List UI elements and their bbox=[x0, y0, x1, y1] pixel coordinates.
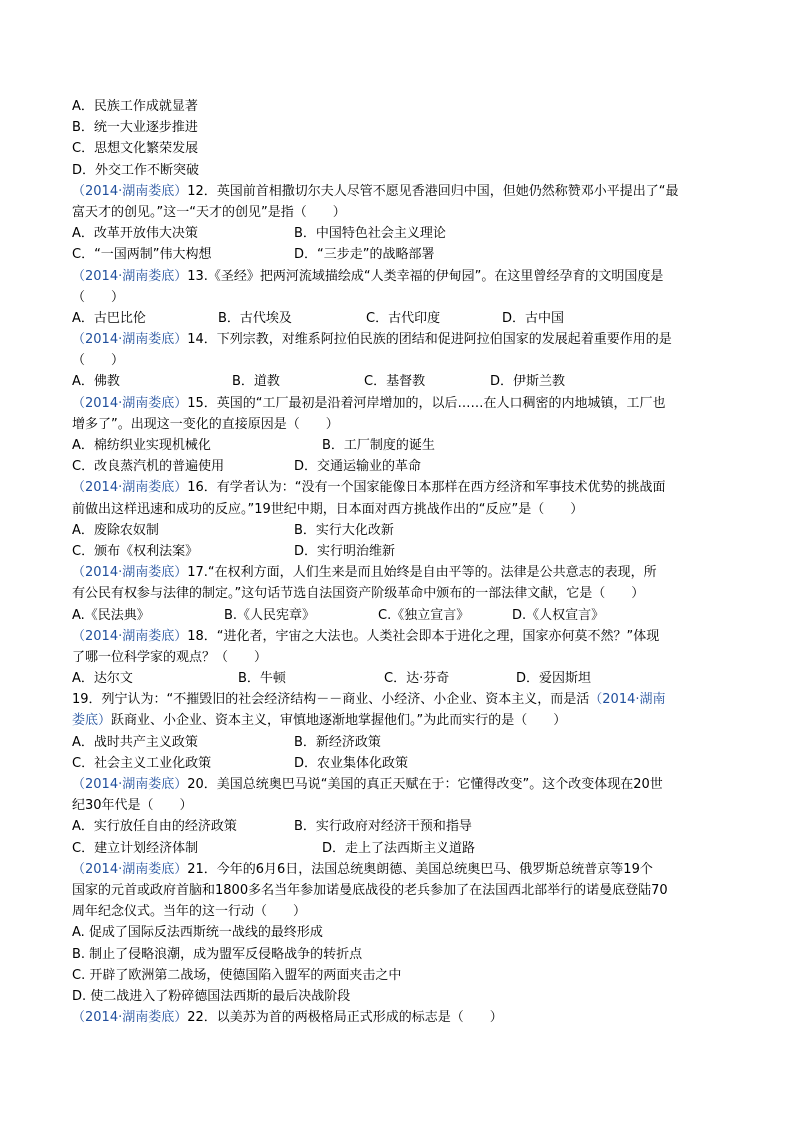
question-20-stem-cont: 纪30年代是（ ） bbox=[72, 798, 193, 814]
option-a: A．改革开放伟大决策 bbox=[72, 226, 198, 242]
option-a: A.《民法典》 bbox=[72, 607, 150, 623]
stem-text: 20．美国总统奥巴马说“美国的真正天赋在于：它懂得改变”。这个改变体现在20世 bbox=[187, 777, 663, 792]
option-c: C．颁布《权利法案》 bbox=[72, 543, 199, 559]
stem-text: 15．英国的“工厂最初是沿着河岸增加的，以后……在人口稠密的内地城镇，工厂也 bbox=[187, 395, 666, 411]
option-d: D. 使二战进入了粉碎德国法西斯的最后决战阶段 bbox=[72, 988, 351, 1004]
document-page bbox=[72, 96, 722, 1028]
option-row bbox=[72, 753, 722, 774]
question-13-stem bbox=[72, 266, 722, 287]
source-tag: （2014·湖南娄底） bbox=[72, 777, 188, 792]
option-b: B．实行政府对经济干预和指导 bbox=[294, 819, 472, 835]
question-15-stem bbox=[72, 393, 722, 414]
question-14-stem-cont: （ ） bbox=[72, 353, 125, 369]
source-tag: （2014·湖南娄底） bbox=[72, 1010, 188, 1026]
option-b: B. 制止了侵略浪潮，成为盟军反侵略战争的转折点 bbox=[72, 946, 363, 962]
option-a: A．废除农奴制 bbox=[72, 522, 159, 538]
option-row bbox=[72, 244, 722, 265]
stem-text: 跃商业、小企业、资本主义，审慎地逐渐地掌握他们。”为此而实行的是（ ） bbox=[111, 713, 567, 729]
option-d: D．古中国 bbox=[502, 310, 565, 326]
option-row bbox=[72, 668, 722, 689]
option-row bbox=[72, 541, 722, 562]
option-c: C.《独立宣言》 bbox=[378, 607, 470, 623]
stem-text: 18．“进化者，宇宙之大法也。人类社会即本于进化之理，国家亦何莫不然？”体现 bbox=[187, 628, 660, 644]
option-d: D.《人权宣言》 bbox=[512, 607, 605, 623]
question-12-stem-cont: 富天才的创见。”这一“天才的创见”是指（ ） bbox=[72, 204, 346, 220]
question-20-stem bbox=[72, 774, 722, 795]
option-b: B.《人民宪章》 bbox=[224, 607, 316, 623]
option-row bbox=[72, 520, 722, 541]
option-c: C．古代印度 bbox=[366, 310, 441, 326]
option-b: B．新经济政策 bbox=[294, 734, 381, 750]
option-d: D．“三步走”的战略部署 bbox=[294, 247, 435, 263]
source-tag: （2014·湖南娄底） bbox=[72, 332, 188, 348]
question-16-stem bbox=[72, 477, 722, 498]
stem-text: 21．今年的6月6日，法国总统奥朗德、美国总统奥巴马、俄罗斯总统普京等19个 bbox=[187, 861, 653, 877]
question-22-stem bbox=[72, 1007, 722, 1028]
option-d: D．外交工作不断突破 bbox=[72, 162, 200, 178]
option-a: A．佛教 bbox=[72, 374, 120, 390]
stem-text: 22．以美苏为首的两极格局正式形成的标志是（ ） bbox=[187, 1010, 503, 1026]
option-c: C．改良蒸汽机的普遍使用 bbox=[72, 459, 225, 475]
question-21-stem-cont: 国家的元首或政府首脑和1800多名当年参加诺曼底战役的老兵参加了在法国西北部举行的诺曼底登陆70 bbox=[72, 882, 668, 898]
option-d: D．走上了法西斯主义道路 bbox=[322, 840, 476, 856]
option-a: A．战时共产主义政策 bbox=[72, 734, 198, 750]
source-tag: （2014·湖南娄底） bbox=[72, 480, 188, 496]
option-row bbox=[72, 371, 722, 392]
option-c: C．达·芬奇 bbox=[384, 671, 450, 687]
option-a: A. 促成了国际反法西斯统一战线的最终形成 bbox=[72, 925, 323, 941]
option-row bbox=[72, 605, 722, 626]
option-b: B．实行大化改新 bbox=[294, 522, 394, 538]
question-14-stem bbox=[72, 329, 722, 350]
option-a: A．实行放任自由的经济政策 bbox=[72, 819, 237, 835]
source-tag: （2014·湖南娄底） bbox=[72, 565, 188, 581]
question-18-stem bbox=[72, 626, 722, 647]
stem-text: 16．有学者认为：“没有一个国家能像日本那样在西方经济和军事技术优势的挑战面 bbox=[187, 480, 666, 496]
option-row bbox=[72, 732, 722, 753]
option-d: D．农业集体化政策 bbox=[294, 755, 409, 771]
option-a: A．古巴比伦 bbox=[72, 310, 146, 326]
source-tag: （2014·湖南娄底） bbox=[72, 861, 188, 877]
stem-text: 13.《圣经》把两河流域描绘成“人类幸福的伊甸园”。在这里曾经孕育的文明国度是 bbox=[187, 268, 664, 284]
option-b: B．中国特色社会主义理论 bbox=[294, 226, 446, 242]
option-d: D．伊斯兰教 bbox=[490, 374, 566, 390]
source-tag: （2014·湖南娄底） bbox=[72, 268, 188, 284]
question-17-stem-cont: 有公民有权参与法律的制定。”这句话节选自法国资产阶级革命中颁布的一部法律文献，它是（ ） bbox=[72, 586, 645, 602]
question-19-stem-cont bbox=[72, 710, 722, 731]
question-18-stem-cont: 了哪一位科学家的观点？（ ） bbox=[72, 649, 268, 665]
option-b: B．统一大业逐步推进 bbox=[72, 120, 198, 136]
source-tag: （2014·湖南 bbox=[589, 692, 666, 708]
question-12-stem bbox=[72, 181, 722, 202]
source-tag: （2014·湖南娄底） bbox=[72, 628, 188, 644]
option-d: D．实行明治维新 bbox=[294, 543, 396, 559]
stem-text: 19．列宁认为：“不摧毁旧的社会经济结构－－商业、小经济、小企业、资本主义，而是活 bbox=[72, 692, 590, 708]
question-15-stem-cont: 增多了”。出现这一变化的直接原因是（ ） bbox=[72, 416, 339, 432]
option-c: C．“一国两制”伟大构想 bbox=[72, 247, 212, 263]
source-tag: （2014·湖南娄底） bbox=[72, 395, 188, 411]
option-c: C．基督教 bbox=[364, 374, 426, 390]
option-d: D．爱因斯坦 bbox=[516, 671, 592, 687]
stem-text: 14．下列宗教，对维系阿拉伯民族的团结和促进阿拉伯国家的发展起着重要作用的是 bbox=[187, 332, 672, 348]
stem-text: 12．英国前首相撒切尔夫人尽管不愿见香港回归中国，但她仍然称赞邓小平提出了“最 bbox=[187, 183, 679, 199]
option-row bbox=[72, 456, 722, 477]
question-21-stem bbox=[72, 859, 722, 880]
option-row bbox=[72, 435, 722, 456]
option-b: B．牛顿 bbox=[238, 671, 286, 687]
option-row bbox=[72, 838, 722, 859]
question-17-stem bbox=[72, 562, 722, 583]
option-c: C．思想文化繁荣发展 bbox=[72, 141, 199, 157]
question-13-stem-cont: （ ） bbox=[72, 289, 125, 305]
source-tag: （2014·湖南娄底） bbox=[72, 183, 188, 199]
question-19-stem bbox=[72, 689, 722, 710]
option-c: C．建立计划经济体制 bbox=[72, 840, 199, 856]
option-c: C．社会主义工业化政策 bbox=[72, 755, 212, 771]
option-row bbox=[72, 223, 722, 244]
option-b: B．工厂制度的诞生 bbox=[322, 438, 435, 453]
option-b: B．古代埃及 bbox=[218, 310, 292, 326]
option-a: A．棉纺织业实现机械化 bbox=[72, 438, 211, 453]
stem-text: 17.“在权利方面，人们生来是而且始终是自由平等的。法律是公共意志的表现，所 bbox=[187, 565, 657, 581]
source-tag-cont: 娄底） bbox=[72, 713, 112, 729]
option-b: B．道教 bbox=[232, 374, 280, 390]
option-a: A．民族工作成就显著 bbox=[72, 99, 198, 114]
question-16-stem-cont: 前做出这样迅速和成功的反应。”19世纪中期，日本面对西方挑战作出的“反应”是（ ） bbox=[72, 501, 584, 517]
option-c: C. 开辟了欧洲第二战场，使德国陷入盟军的两面夹击之中 bbox=[72, 967, 402, 983]
option-row bbox=[72, 308, 722, 329]
option-a: A．达尔文 bbox=[72, 671, 133, 687]
question-21-stem-cont: 周年纪念仪式。当年的这一行动（ ） bbox=[72, 904, 307, 920]
option-d: D．交通运输业的革命 bbox=[294, 459, 422, 475]
option-row bbox=[72, 816, 722, 837]
